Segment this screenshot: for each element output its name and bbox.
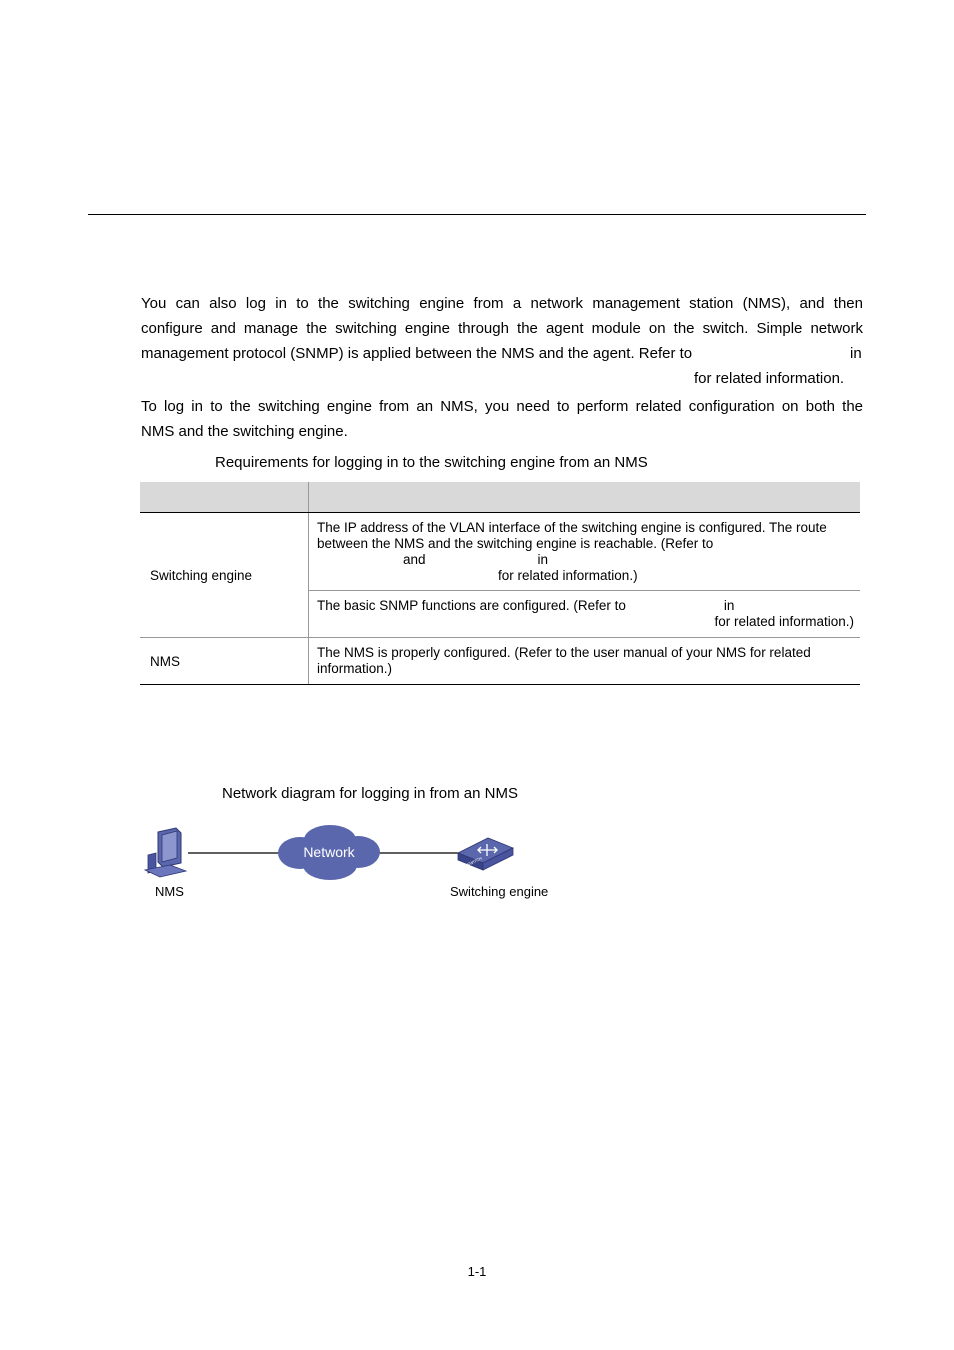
req2-line-1 — [317, 598, 854, 614]
req1-line-4: for related information.) — [498, 567, 638, 583]
switching-engine-label: Switching engine — [450, 884, 549, 899]
intro-line-3-in: in — [850, 345, 862, 362]
nms-label: NMS — [155, 884, 184, 899]
req3-line-2: information.) — [317, 661, 393, 676]
row-label-switching-engine: Switching engine — [140, 513, 309, 638]
computer-icon — [145, 828, 186, 877]
req1-line-2: between the NMS and the switching engine is reachable. (Refer to — [317, 535, 714, 551]
requirement-snmp — [309, 591, 861, 638]
requirements-table — [140, 482, 860, 685]
intro-line-4-text: for related information. — [694, 370, 845, 387]
para2-line-1: To log in to the switching engine from an NMS, you need to perform related configuration on both the — [141, 398, 863, 415]
row-label-nms: NMS — [140, 638, 309, 685]
table-row — [140, 638, 860, 685]
para2-line-2: NMS and the switching engine. — [141, 423, 348, 440]
intro-line-1: You can also log in to the switching engine from a network management station (NMS), and then — [141, 295, 863, 312]
req2-in: in — [723, 598, 735, 613]
table-caption: Requirements for logging in to the switching engine from an NMS — [215, 454, 648, 471]
table-header-cell-2 — [309, 482, 861, 513]
diagram-caption: Network diagram for logging in from an NMS — [222, 785, 518, 802]
requirement-nms — [309, 638, 861, 685]
switch-text: SWITCH — [466, 855, 483, 867]
req1-in: in — [537, 551, 549, 567]
req1-and: and — [403, 551, 426, 567]
req2-text: The basic SNMP functions are configured. (Refer to — [317, 598, 626, 613]
network-diagram — [0, 815, 954, 895]
table-header-cell-1 — [140, 482, 309, 513]
req1-line-1: The IP address of the VLAN interface of the switching engine is configured. The route — [317, 519, 827, 535]
table-header-row — [140, 482, 860, 513]
procedure-paragraph — [141, 394, 863, 444]
intro-line-3 — [141, 341, 863, 366]
intro-paragraph — [141, 291, 863, 391]
intro-line-2: configure and manage the switching engine through the agent module on the switch. Simple network — [141, 320, 863, 337]
top-rule — [88, 214, 866, 215]
req1-line-3 — [317, 552, 854, 568]
switch-icon — [458, 838, 513, 870]
table-row — [140, 513, 860, 591]
page-number: 1-1 — [467, 1264, 487, 1279]
req3-line-1: The NMS is properly configured. (Refer to the user manual of your NMS for related — [317, 645, 811, 660]
requirement-vlan-route — [309, 513, 861, 591]
intro-line-4 — [141, 366, 863, 391]
req2-line-2: for related information.) — [714, 614, 854, 629]
cloud-label: Network — [303, 844, 355, 860]
intro-line-3-text: management protocol (SNMP) is applied between the NMS and the agent. Refer to — [141, 345, 693, 362]
